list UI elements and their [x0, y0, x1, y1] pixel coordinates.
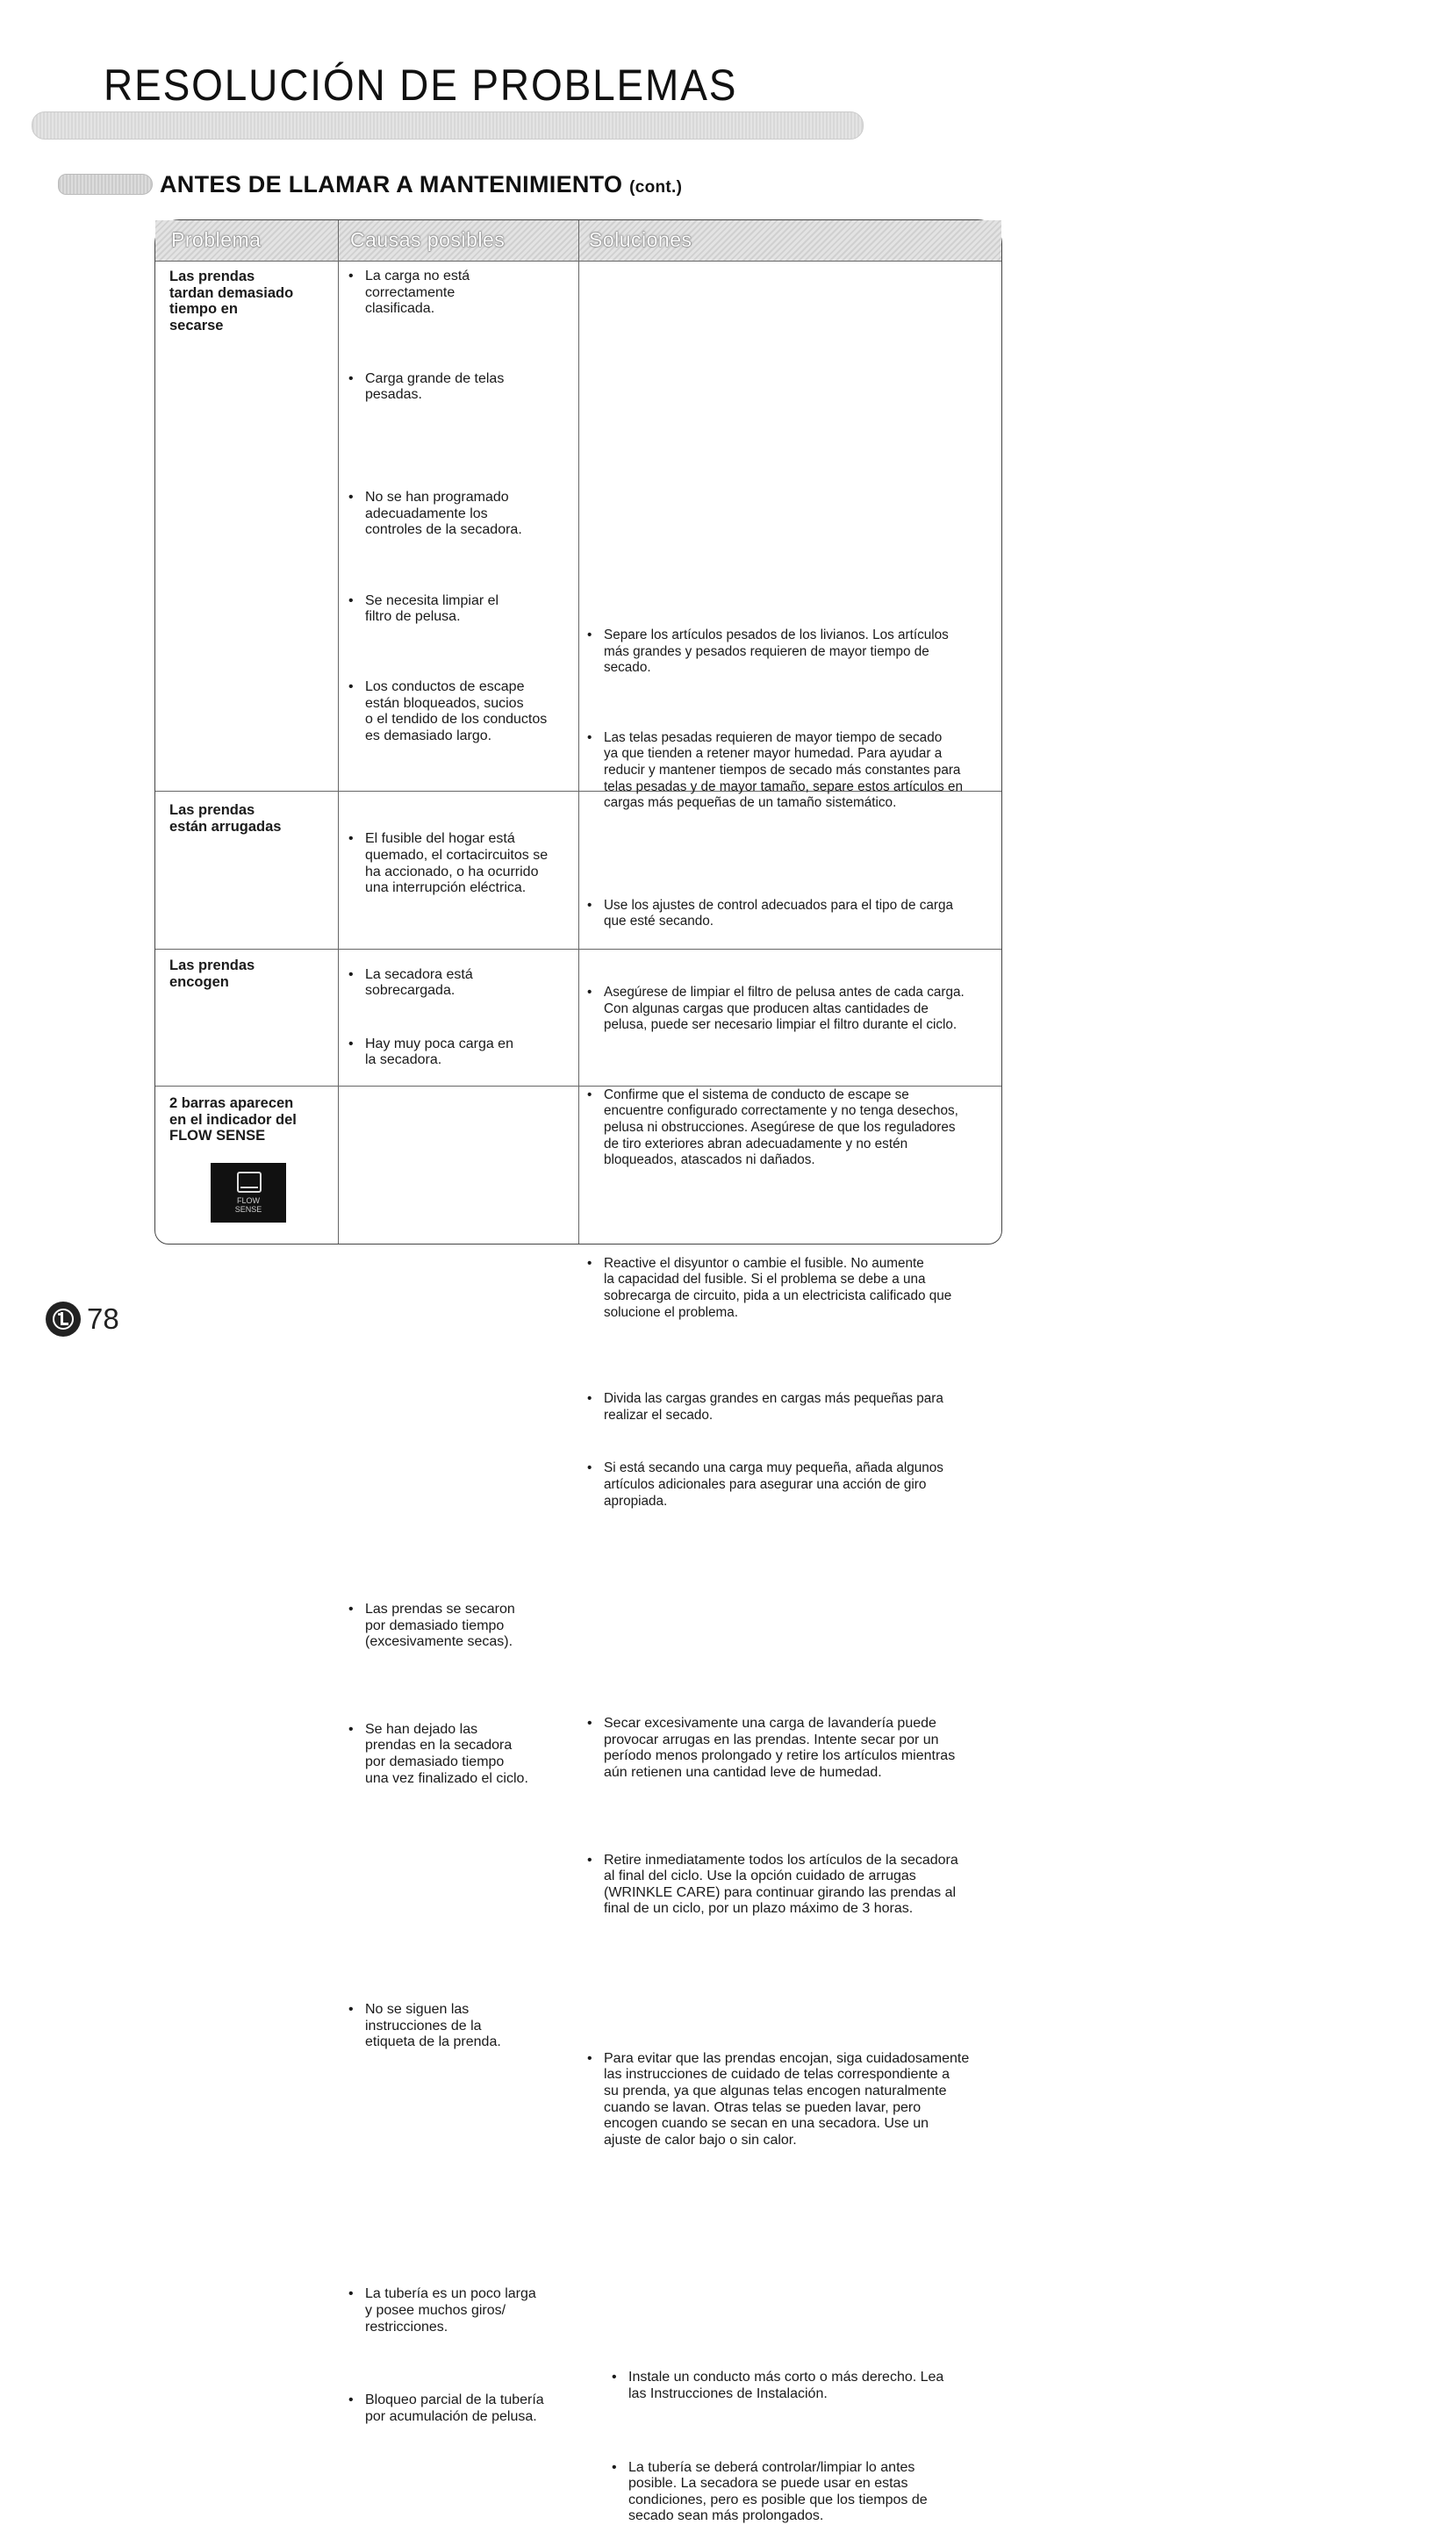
- cause-item: • La tubería es un poco larga y posee muchos giros/ restricciones.: [347, 2286, 1193, 2335]
- solution-item: • Si está secando una carga muy pequeña, añada algunos artículos adicionales para asegurar una acción de giro apropiada.: [585, 1460, 1431, 1510]
- cause-item: • Carga grande de telas pesadas.: [347, 371, 1193, 404]
- section-pill-decoration: [58, 174, 153, 195]
- solution-item: • Separe los artículos pesados de los livianos. Los artículos más grandes y pesados requieren de mayor tiempo de secado.: [585, 628, 1431, 677]
- header-causes: Causas posibles: [350, 228, 506, 251]
- solution-item: • Las telas pesadas requieren de mayor tiempo de secado ya que tienden a retener mayor humedad. Para ayudar a reducir y mantener tiempos de secado más constantes para telas pesadas y de mayor tamaño, separe estos artículos en cargas más pequeñas de un tamaño sistemático.: [585, 730, 1431, 812]
- cause-item: • Las prendas se secaron por demasiado tiempo (excesivamente secas).: [347, 1602, 1193, 1651]
- flow-sense-icon: [237, 1172, 262, 1193]
- troubleshooting-table: [154, 219, 1002, 2524]
- row-divider: [155, 949, 1001, 950]
- solution-item: • Reactive el disyuntor o cambie el fusible. No aumente la capacidad del fusible. Si el problema se debe a una sobrecarga de circuito, pida a un electricista calificado que solucione el problema.: [585, 1256, 1431, 1321]
- solution-item: • Retire inmediatamente todos los artículos de la secadora al final del ciclo. Use la opción cuidado de arrugas (WRINKLE CARE) para continuar girando las prendas al final de un ciclo, por un plazo máximo de 3 horas.: [585, 1853, 1431, 1918]
- cause-item: • Los conductos de escape están bloqueados, sucios o el tendido de los conductos es demasiado largo.: [347, 679, 1193, 744]
- section-title: [160, 171, 682, 198]
- problem-cell: Las prendas están arrugadas: [169, 802, 282, 835]
- problem-cell: Las prendas encogen: [169, 958, 255, 990]
- section-heading: [58, 171, 682, 197]
- solution-item: • Asegúrese de limpiar el filtro de pelusa antes de cada carga. Con algunas cargas que producen altas cantidades de pelusa, puede ser necesario limpiar el filtro durante el ciclo.: [585, 985, 1431, 1034]
- section-title-text: ANTES DE LLAMAR A MANTENIMIENTO: [160, 170, 623, 197]
- solution-item: • Para evitar que las prendas encojan, siga cuidadosamente las instrucciones de cuidado de telas correspondiente a su prenda, ya que algunas telas encogen naturalmente cuando se lavan. Otras telas se pueden lavar, pero encogen cuando se secan en una secadora. Use un ajuste de calor bajo o sin calor.: [585, 2051, 1431, 2149]
- solution-item: • Divida las cargas grandes en cargas más pequeñas para realizar el secado.: [585, 1391, 1431, 1424]
- title-decoration-bar: [32, 111, 864, 140]
- flow-sense-indicator: [211, 1163, 286, 1223]
- cause-item: • No se han programado adecuadamente los controles de la secadora.: [347, 490, 1193, 539]
- cause-item: • Hay muy poca carga en la secadora.: [347, 1037, 1193, 1069]
- cause-item: • Se han dejado las prendas en la secadora por demasiado tiempo una vez finalizado el ciclo.: [347, 1722, 1193, 1787]
- solution-item: • Use los ajustes de control adecuados para el tipo de carga que esté secando.: [585, 898, 1431, 930]
- section-title-suffix: (cont.): [629, 177, 683, 197]
- solution-item: • Confirme que el sistema de conducto de escape se encuentre configurado correctamente y no tenga desechos, pelusa ni obstrucciones. Asegúrese de que los reguladores de tiro exteriores abran adecuadamente y no estén bloqueados, atascados ni dañados.: [585, 1087, 1431, 1169]
- header-problem: Problema: [171, 228, 262, 251]
- solution-item: • Instale un conducto más corto o más derecho. Lea las Instrucciones de Instalación.: [610, 2370, 1456, 2402]
- problem-cell: Las prendas tardan demasiado tiempo en secarse: [169, 269, 294, 334]
- cause-item: • El fusible del hogar está quemado, el cortacircuitos se ha accionado, o ha ocurrido una interrupción eléctrica.: [347, 831, 1193, 896]
- cause-item: • La secadora está sobrecargada.: [347, 967, 1193, 1000]
- column-divider: [338, 220, 339, 1244]
- cause-item: • La carga no está correctamente clasificada.: [347, 269, 1193, 318]
- cause-item: • No se siguen las instrucciones de la etiqueta de la prenda.: [347, 2002, 1193, 2051]
- page-number: 78: [87, 1302, 119, 1335]
- cause-item: • Se necesita limpiar el filtro de pelusa.: [347, 593, 1193, 626]
- problem-cell: 2 barras aparecen en el indicador del FLOW SENSE: [169, 1095, 297, 1144]
- lg-logo-icon: [46, 1302, 81, 1337]
- cause-item: • Bloqueo parcial de la tubería por acumulación de pelusa.: [347, 2392, 1193, 2425]
- header-solutions: Soluciones: [589, 228, 692, 251]
- solution-item: • Secar excesivamente una carga de lavandería puede provocar arrugas en las prendas. Intente secar por un período menos prolongado y retire los artículos mientras aún retienen una cantidad leve de humedad.: [585, 1716, 1431, 1781]
- page-title: RESOLUCIÓN DE PROBLEMAS: [104, 61, 738, 110]
- solution-item: • La tubería se deberá controlar/limpiar lo antes posible. La secadora se puede usar en estas condiciones, pero es posible que los tiempos de secado sean más prolongados.: [610, 2460, 1456, 2525]
- flow-sense-label: FLOW SENSE: [234, 1196, 262, 1214]
